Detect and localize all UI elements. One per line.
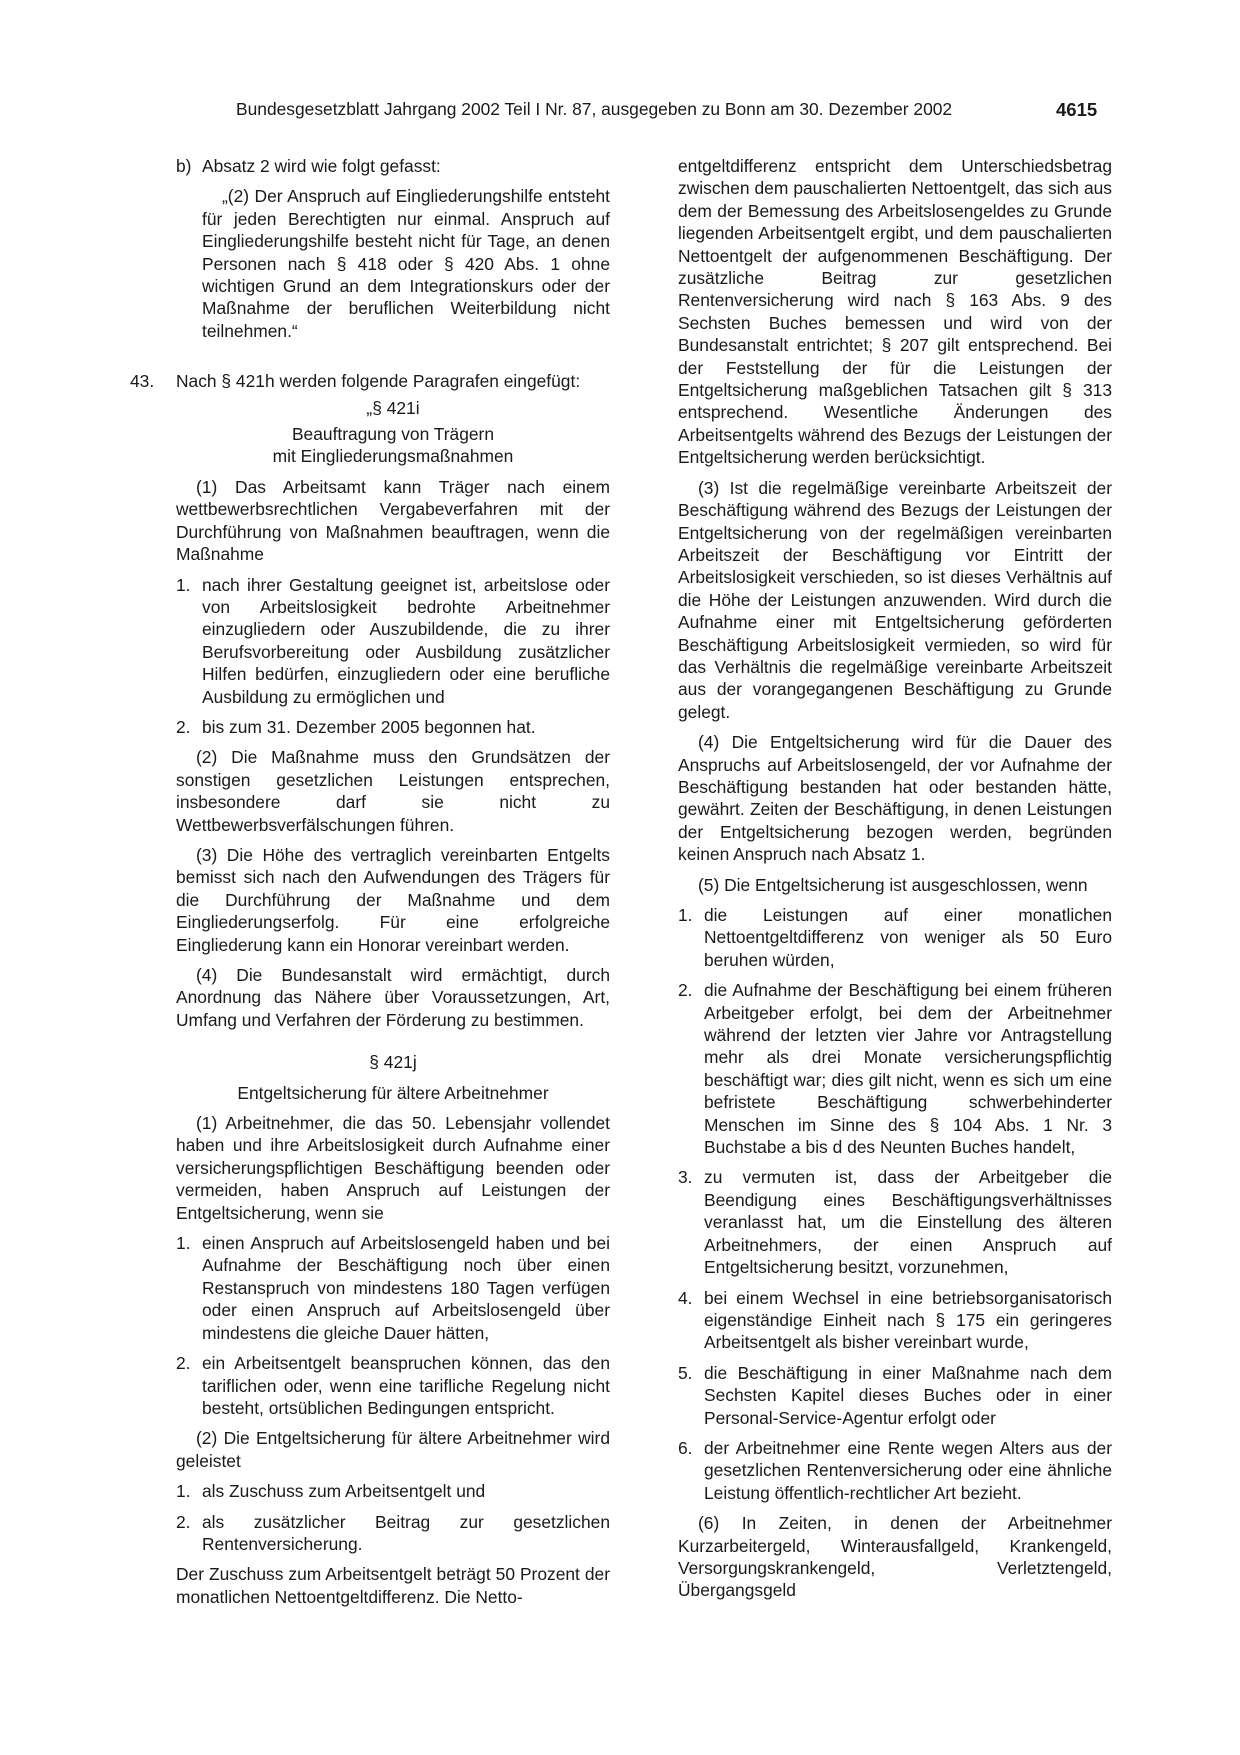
s421i-paragraph-4: (4) Die Bundesanstalt wird ermächtigt, durch Anordnung das Nähere über Voraussetzungen, Art, Umfang und Verfahren der Förderung zu bestimmen. [176,965,610,1030]
list-text: zu vermuten ist, dass der Arbeitgeber die Beendigung eines Beschäftigungsverhältnisses veranlasst hat, um die Einstellung des älteren Arbeitnehmers, der einen Anspruch auf Entgeltsicherung besitzt, vorzunehmen, [704,1167,1112,1278]
list-number: 1. [678,905,693,925]
s421i-paragraph-1: (1) Das Arbeitsamt kann Träger nach einem wettbewerbsrechtlichen Vergabeverfahren mit der Durchführung von Maßnahmen beauftragen, wenn die Maßnahme [176,476,610,565]
s421i-heading: „§ 421i [366,397,420,418]
s421i-title-line2: mit Eingliederungsmaßnahmen [272,446,514,467]
list-text: die Leistungen auf einer monatlichen Nettoentgeltdifferenz von weniger als 50 Euro beruhen würden, [704,905,1112,970]
paragraph-6: (6) In Zeiten, in denen der Arbeitnehmer Kurzarbeitergeld, Winterausfallgeld, Krankengeld, Versorgungskrankengeld, Verletztengeld, Übergangsgeld [678,1513,1112,1601]
item-b-quote: „(2) Der Anspruch auf Eingliederungshilfe entsteht für jeden Berechtigten nur einmal. Anspruch auf Eingliederungshilfe besteht nicht für Tage, an denen Personen nach § 418 oder § 420 Abs. 1 ohne wichtigen Grund an dem Integrationskurs oder der Maßnahme der beruflichen Weiterbildung nicht teilnehmen.“ [202,186,610,341]
s421j-heading: § 421j [369,1052,417,1073]
paragraph-5: (5) Die Entgeltsicherung ist ausgeschlossen, wenn [698,874,1088,895]
item-b [176,155,610,177]
list-text: ein Arbeitsentgelt beanspruchen können, das den tariflichen oder, wenn eine tarifliche Regelung nicht besteht, ortsüblichen Bedingungen entspricht. [202,1353,610,1418]
s421j-paragraph-2: (2) Die Entgeltsicherung für ältere Arbeitnehmer wird geleistet [176,1428,610,1471]
list-item [678,904,1112,971]
list-text: bei einem Wechsel in eine betriebsorganisatorisch eigenständige Einheit nach § 175 ein geringeres Arbeitsentgelt als bisher vereinbart wurde, [704,1287,1112,1353]
list-text: bis zum 31. Dezember 2005 begonnen hat. [202,716,536,737]
list-item [678,979,1112,1158]
item-43-number: 43. [130,371,155,392]
list-number: 2. [678,980,693,1001]
list-number: 2. [176,1353,191,1374]
list-item [678,1362,1112,1429]
list-text: als zusätzlicher Beitrag zur gesetzlichen Rentenversicherung. [202,1511,610,1554]
list-text: der Arbeitnehmer eine Rente wegen Alters aus der gesetzlichen Rentenversicherung oder eine ähnliche Leistung öffentlich-rechtlicher Art bezieht. [704,1437,1112,1503]
s421i-title-line1: Beauftragung von Trägern [291,424,495,445]
list-item [678,1287,1112,1354]
list-item [176,1232,610,1344]
paragraph-3: (3) Ist die regelmäßige vereinbarte Arbeitszeit der Beschäftigung während des Bezugs der Leistungen der Entgeltsicherung von der regelmäßigen vereinbarten Arbeitszeit der Beschäftigung vor Eintritt der Arbeitslosigkeit verschieden, so ist dieses Verhältnis auf die Höhe der Leistungen anzuwenden. Wird durch die Aufnahme einer mit Entgeltsicherung geförderten Beschäftigung Arbeitslosigkeit vermieden, so wird für das Verhältnis die regelmäßige vereinbarte Arbeitszeit aus der vorangegangenen Beschäftigung zu Grunde gelegt. [678,477,1112,722]
s421j-paragraph-2-continued: Der Zuschuss zum Arbeitsentgelt beträgt 50 Prozent der monatlichen Nettoentgeltdifferenz. Die Netto- [176,1564,610,1607]
s421j-paragraph-1: (1) Arbeitnehmer, die das 50. Lebensjahr vollendet haben und ihre Arbeitslosigkeit durch Aufnahme einer versicherungspflichtigen Beschäftigung beenden oder vermeiden, haben Anspruch auf Leistungen der Entgeltsicherung, wenn sie [176,1113,610,1223]
s421i-paragraph-2: (2) Die Maßnahme muss den Grundsätzen der sonstigen gesetzlichen Leistungen entsprechen, insbesondere darf sie nicht zu Wettbewerbsverfälschungen führen. [176,747,610,835]
item-43-text: Nach § 421h werden folgende Paragrafen eingefügt: [176,371,581,392]
list-item [176,574,610,708]
s421i-paragraph-3: (3) Die Höhe des vertraglich vereinbarten Entgelts bemisst sich nach den Aufwendungen des Trägers für die Durchführung der Maßnahme und dem Eingliederungserfolg. Für eine erfolgreiche Eingliederung kann ein Honorar vereinbart werden. [176,844,610,955]
left-column [130,155,610,1608]
list-text: die Aufnahme der Beschäftigung bei einem früheren Arbeitgeber erfolgt, bei dem der Arbeitnehmer während der letzten vier Jahre vor Antragstellung mehr als drei Monate versicherungspflichtig beschäftigt war; dies gilt nicht, wenn es sich um eine befristete Beschäftigung schwerbehinderter Menschen im Sinne des § 104 Abs. 1 Nr. 3 Buchstabe a bis d des Neunten Buches handelt, [704,980,1112,1158]
list-number: 3. [678,1167,693,1188]
list-number: 5. [678,1362,693,1383]
item-43 [130,370,610,392]
page-number: 4615 [1056,99,1098,120]
s421j-title: Entgeltsicherung für ältere Arbeitnehmer [237,1082,549,1103]
list-text: nach ihrer Gestaltung geeignet ist, arbeitslose oder von Arbeitslosigkeit bedrohte Arbeitnehmer einzugliedern oder Auszubildende, die zu ihrer Berufsvorbereitung oder Ausbildung zusätzlicher Hilfen bedürfen, einzugliedern oder eine berufliche Ausbildung zu ermöglichen und [202,574,610,707]
list-item [176,1511,610,1556]
list-item [678,1166,1112,1278]
item-b-text: Absatz 2 wird wie folgt gefasst: [202,156,441,176]
item-b-marker: b) [176,156,192,176]
right-column [678,155,1112,1602]
list-number: 6. [678,1437,693,1458]
list-text: als Zuschuss zum Arbeitsentgelt und [202,1481,486,1502]
list-number: 2. [176,716,191,737]
list-number: 1. [176,1233,191,1254]
list-number: 2. [176,1511,191,1532]
list-number: 4. [678,1287,693,1308]
list-item [176,1352,610,1419]
continued-paragraph: entgeltdifferenz entspricht dem Unterschiedsbetrag zwischen dem pauschalierten Nettoentgelt, das sich aus dem der Bemessung des Arbeitslosengeldes zu Grunde liegenden Arbeitsentgelt ergibt, und dem pauschalierten Nettoentgelt der aufgenommenen Beschäftigung. Der zusätzliche Beitrag zur gesetzlichen Rentenversicherung wird nach § 163 Abs. 9 des Sechsten Buches bemessen und wird von der Bundesanstalt entrichtet; § 207 gilt entsprechend. Bei der Feststellung der für die Leistungen der Entgeltsicherung maßgeblichen Tatsachen gilt § 313 entsprechend. Wesentliche Änderungen des Arbeitsentgelts während des Bezugs der Leistungen der Entgeltsicherung werden berücksichtigt. [678,156,1112,468]
list-number: 1. [176,1481,191,1502]
header-text: Bundesgesetzblatt Jahrgang 2002 Teil I Nr. 87, ausgegeben zu Bonn am 30. Dezember 2002 [236,99,953,119]
list-item [176,1480,610,1502]
paragraph-4: (4) Die Entgeltsicherung wird für die Dauer des Anspruchs auf Arbeitslosengeld, der vor Aufnahme der Beschäftigung bestanden hat oder bestanden hätte, gewährt. Zeiten der Beschäftigung, in denen Leistungen der Entgeltsicherung bezogen werden, begründen keinen Anspruch nach Absatz 1. [678,732,1112,865]
list-item [678,1437,1112,1504]
list-number: 1. [176,574,191,595]
list-item [176,716,610,738]
list-text: einen Anspruch auf Arbeitslosengeld haben und bei Aufnahme der Beschäftigung noch über einen Restanspruch von mindestens 180 Tagen verfügen oder einen Anspruch auf Arbeitslosengeld über mindestens die gleiche Dauer hätten, [202,1233,610,1343]
list-text: die Beschäftigung in einer Maßnahme nach dem Sechsten Kapitel dieses Buches oder in einer Personal-Service-Agentur erfolgt oder [704,1362,1112,1428]
